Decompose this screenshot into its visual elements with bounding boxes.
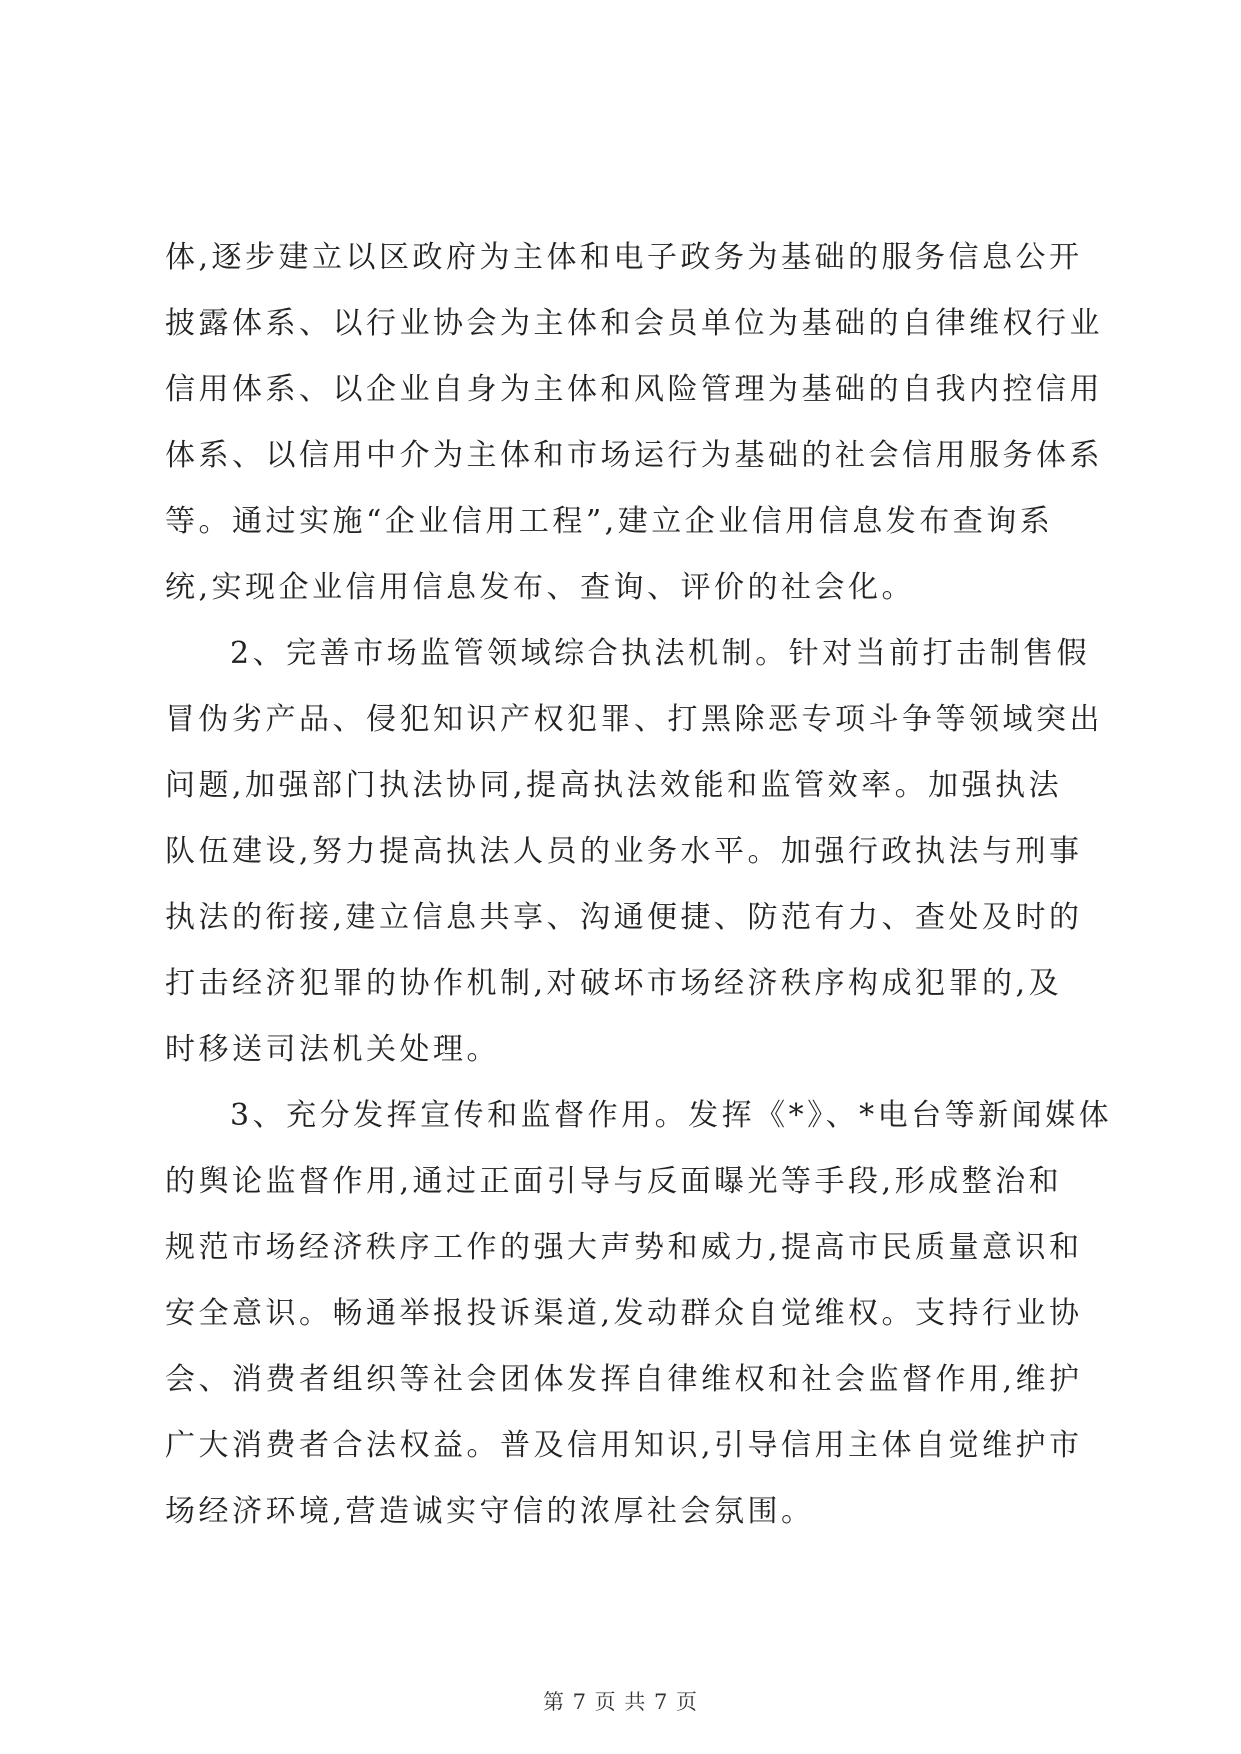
text-line: 安全意识。畅通举报投诉渠道,发动群众自觉维权。支持行业协 xyxy=(165,1296,1083,1331)
paragraph-3-first-line: 3、充分发挥宣传和监督作用。发挥《*》、*电台等新闻媒体 xyxy=(230,1098,1113,1133)
text-line: 问题,加强部门执法协同,提高执法效能和监管效率。加强执法 xyxy=(165,768,1063,803)
text-line: 的舆论监督作用,通过正面引导与反面曝光等手段,形成整治和 xyxy=(165,1164,1063,1199)
document-body xyxy=(165,225,1113,1545)
text-line: 时移送司法机关处理。 xyxy=(165,1032,500,1067)
text-line: 广大消费者合法权益。普及信用知识,引导信用主体自觉维护市 xyxy=(165,1428,1083,1463)
text-line: 统,实现企业信用信息发布、查询、评价的社会化。 xyxy=(165,570,916,605)
text-line: 执法的衔接,建立信息共享、沟通便捷、防范有力、查处及时的 xyxy=(165,900,1083,935)
text-line: 体系、以信用中介为主体和市场运行为基础的社会信用服务体系 xyxy=(165,438,1103,473)
text-line: 队伍建设,努力提高执法人员的业务水平。加强行政执法与刑事 xyxy=(165,834,1083,869)
text-line: 披露体系、以行业协会为主体和会员单位为基础的自律维权行业 xyxy=(165,306,1103,341)
text-line: 规范市场经济秩序工作的强大声势和威力,提高市民质量意识和 xyxy=(165,1230,1083,1265)
text-line: 等。通过实施“企业信用工程”,建立企业信用信息发布查询系 xyxy=(165,504,1054,539)
text-line: 会、消费者组织等社会团体发挥自律维权和社会监督作用,维护 xyxy=(165,1362,1083,1397)
text-line: 打击经济犯罪的协作机制,对破坏市场经济秩序构成犯罪的,及 xyxy=(165,966,1063,1001)
page-footer: 第 7 页 共 7 页 xyxy=(542,1690,699,1714)
text-line: 冒伪劣产品、侵犯知识产权犯罪、打黑除恶专项斗争等领域突出 xyxy=(165,702,1103,737)
text-line: 体,逐步建立以区政府为主体和电子政务为基础的服务信息公开 xyxy=(165,240,1083,275)
paragraph-2-first-line: 2、完善市场监管领域综合执法机制。针对当前打击制售假 xyxy=(230,636,1091,671)
text-line: 信用体系、以企业自身为主体和风险管理为基础的自我内控信用 xyxy=(165,372,1103,407)
text-line: 场经济环境,营造诚实守信的浓厚社会氛围。 xyxy=(165,1494,815,1529)
